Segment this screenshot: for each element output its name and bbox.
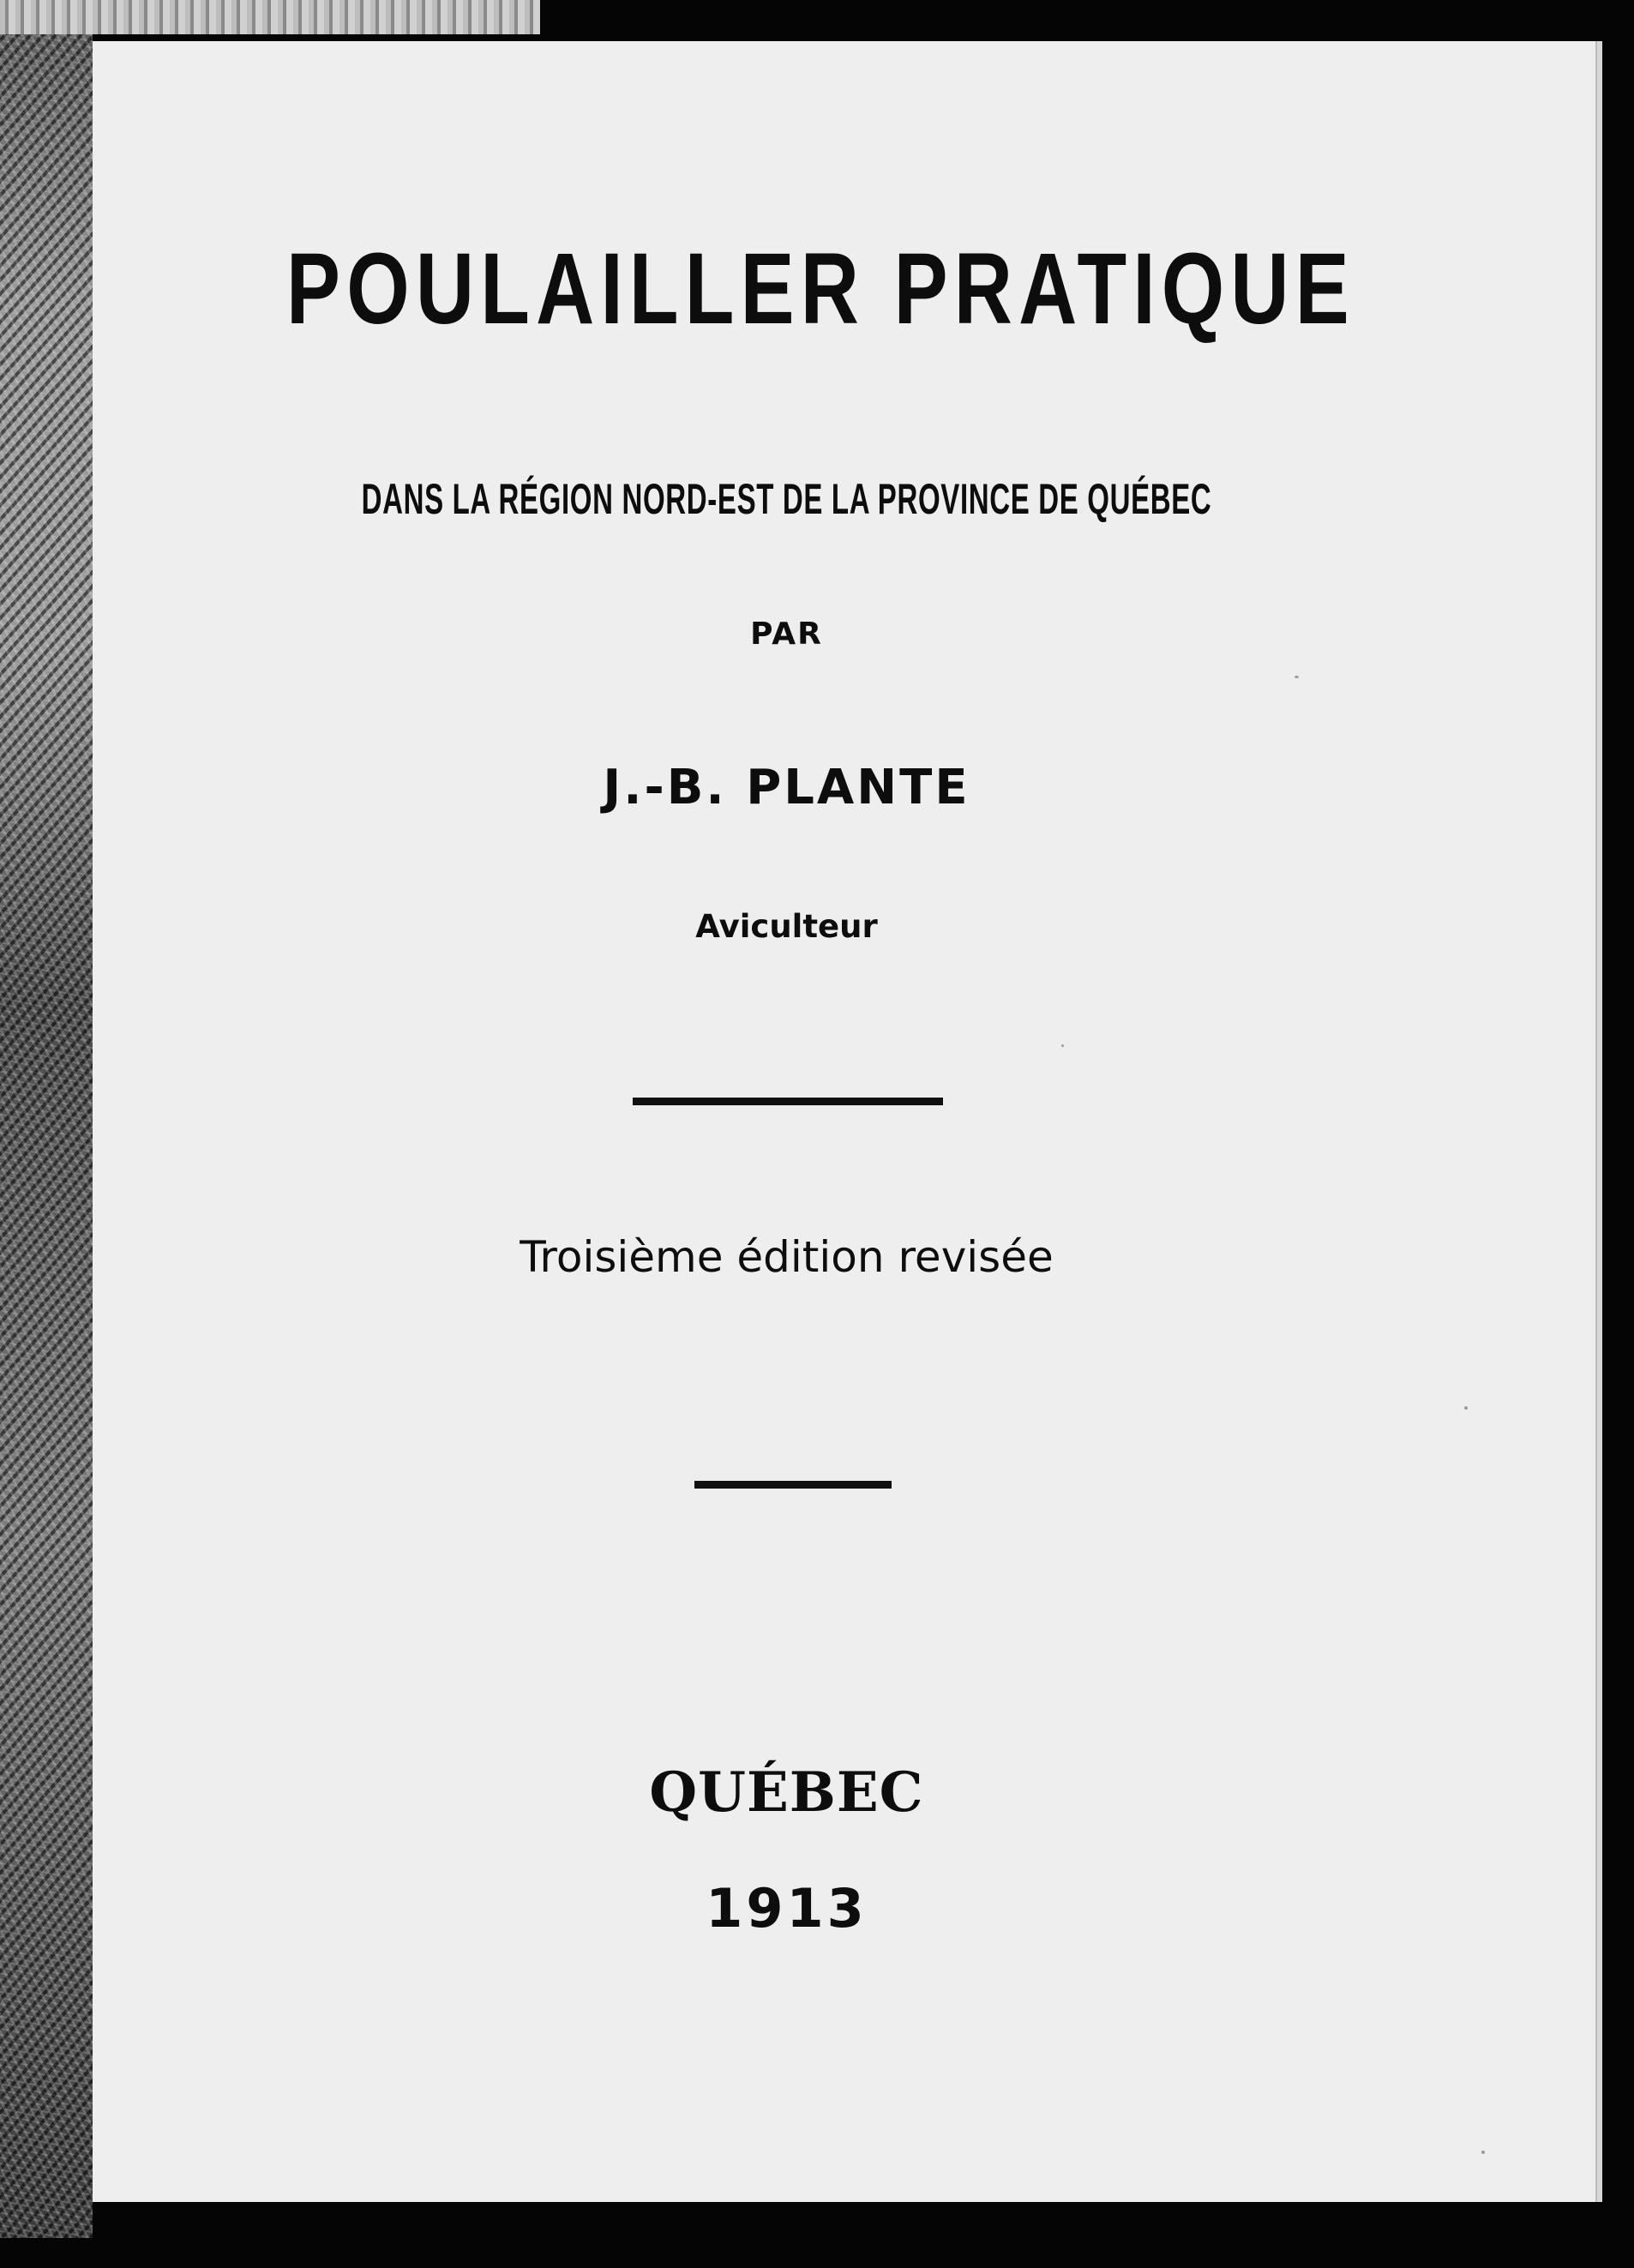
divider-rule xyxy=(633,1098,943,1105)
paper-speck xyxy=(1061,1044,1064,1047)
book-subtitle: DANS LA RÉGION NORD-EST DE LA PROVINCE DE QUÉBEC xyxy=(361,475,1212,523)
paper-speck xyxy=(1481,2151,1485,2154)
publication-place: QUÉBEC xyxy=(649,1760,924,1825)
paper-speck xyxy=(1464,1406,1468,1410)
top-edge-strip xyxy=(0,0,540,34)
by-line: PAR xyxy=(750,617,823,652)
author-name: J.-B. PLANTE xyxy=(603,760,970,815)
paper-speck xyxy=(1295,676,1299,678)
publication-year: 1913 xyxy=(706,1877,868,1940)
author-role: Aviculteur xyxy=(695,908,878,945)
divider-rule xyxy=(694,1481,892,1489)
edition-note: Troisième édition revisée xyxy=(520,1232,1054,1282)
book-title: POULAILLER PRATIQUE xyxy=(286,232,1355,346)
